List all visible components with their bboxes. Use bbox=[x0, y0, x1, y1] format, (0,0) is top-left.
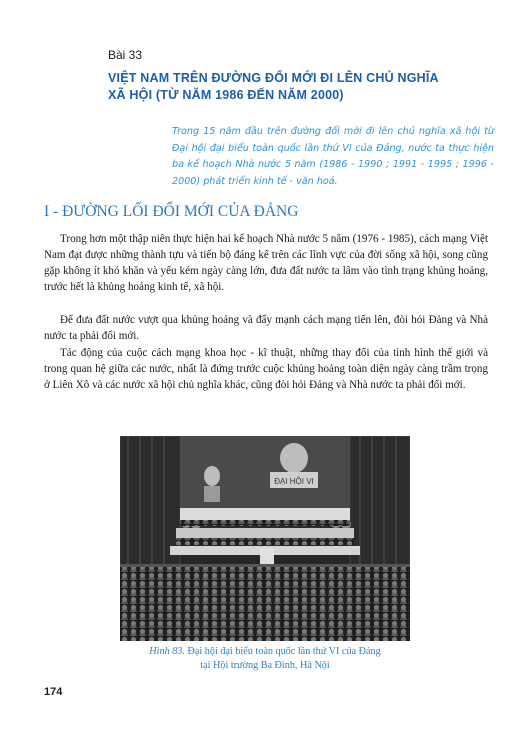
intro-text: Trong 15 năm đầu trên đường đổi mới đi lên chủ nghĩa xã hội từ Đại hội đại biểu toàn quốc lần thứ VI của Đảng, nước ta thực hiện ba kế hoạch Nhà nước 5 năm (1986 - 1990 ; 1991 - 1995 ; 1996 - 2000) phát triển kinh tế - văn hoá. bbox=[172, 126, 494, 187]
congress-photo bbox=[120, 436, 410, 641]
lesson-title-line1: VIỆT NAM TRÊN ĐƯỜNG ĐỔI MỚI ĐI LÊN CHỦ NGHĨA bbox=[108, 71, 439, 85]
lesson-title-line2: XÃ HỘI (TỪ NĂM 1986 ĐẾN NĂM 2000) bbox=[108, 88, 344, 102]
paragraph-2-text: Để đưa đất nước vượt qua khủng hoảng và đẩy mạnh cách mạng tiến lên, đòi hỏi Đảng và Nhà nước ta phải đổi mới. bbox=[44, 314, 488, 342]
stage-sign: ĐẠI HỘI VI bbox=[274, 477, 314, 486]
paragraph-3-text: Tác động của cuộc cách mạng khoa học - kĩ thuật, những thay đổi của tình hình thế giới và trong quan hệ giữa các nước, nhất là đứng trước cuộc khủng hoảng toàn diện ngày càng trầm trọng ở Liên Xô và các nước xã hội chủ nghĩa khác, cũng đòi hỏi Đảng và Nhà nước ta phải đổi mới. bbox=[44, 347, 488, 391]
figure-caption-line2: tại Hội trường Ba Đình, Hà Nội bbox=[200, 660, 330, 671]
paragraph-1 bbox=[44, 231, 488, 295]
figure-caption-line1 bbox=[120, 645, 410, 659]
congress-hall-illustration bbox=[120, 436, 410, 641]
figure-label: Hình 83. bbox=[149, 646, 185, 657]
paragraph-2 bbox=[44, 312, 488, 344]
lesson-number: Bài 33 bbox=[108, 48, 143, 62]
lesson-title bbox=[108, 70, 488, 104]
section-heading: I - ĐƯỜNG LỐI ĐỔI MỚI CỦA ĐẢNG bbox=[44, 203, 299, 220]
figure-caption-text1: Đại hội đại biểu toàn quốc lần thứ VI của Đảng bbox=[187, 646, 381, 657]
bust-icon bbox=[204, 466, 220, 486]
page-number: 174 bbox=[44, 686, 63, 698]
emblem-icon bbox=[280, 443, 308, 473]
paragraph-1-text: Trong hơn một thập niên thực hiện hai kế hoạch Nhà nước 5 năm (1976 - 1985), cách mạng Việt Nam đạt được những thành tựu và tiến bộ đáng kể trên các lĩnh vực của đời sống xã hội, song cũng gặp không ít khó khăn và yếu kém ngày càng lớn, đưa đất nước ta lâm vào tình trạng khủng hoảng, trước hết là khủng hoảng kinh tế, xã hội. bbox=[44, 233, 488, 293]
figure-caption bbox=[120, 645, 410, 673]
paragraph-3 bbox=[44, 345, 488, 393]
